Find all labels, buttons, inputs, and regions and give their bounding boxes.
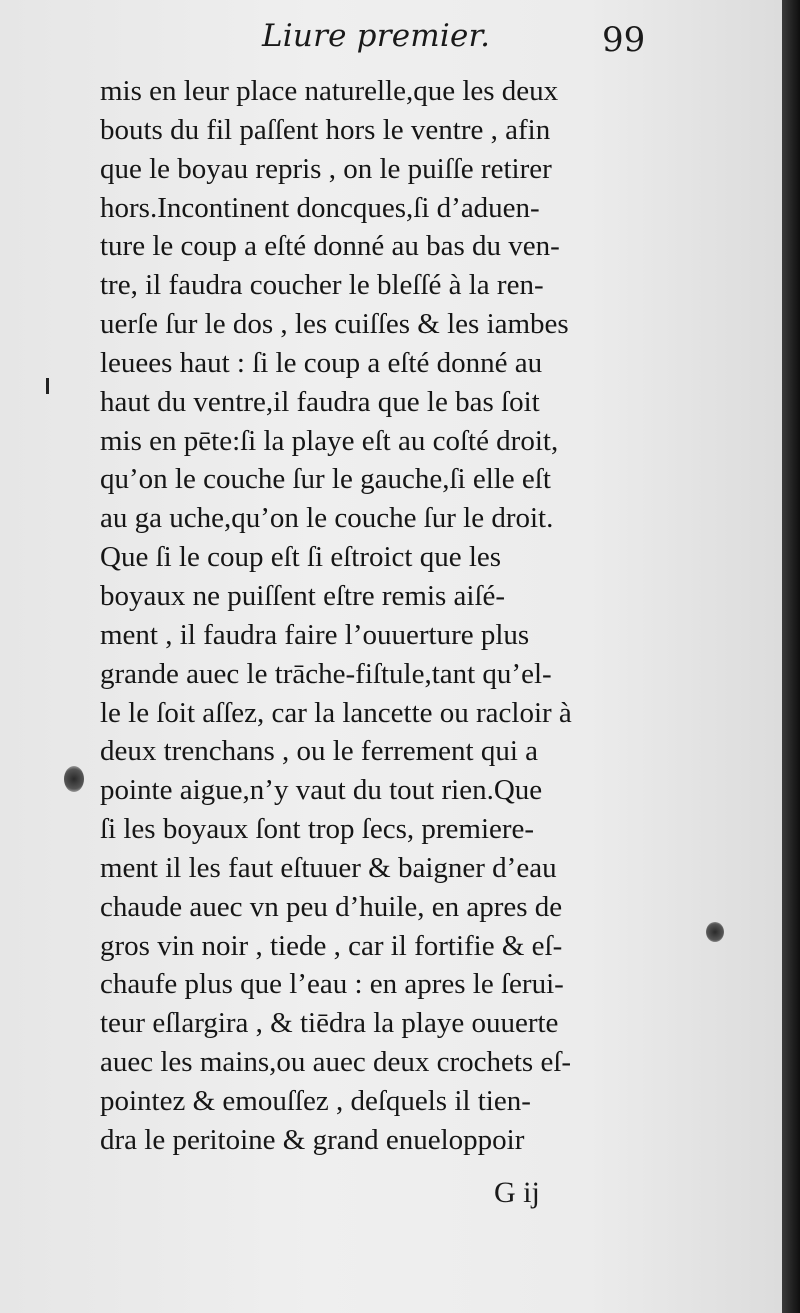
page-edge-shadow: [782, 0, 800, 1313]
body-text: [100, 72, 660, 1160]
text-line: boyaux ne puiſſent eſtre remis aiſé-: [100, 579, 506, 612]
text-line: chaude auec vn peu d’huile, en apres de: [100, 890, 563, 923]
text-line: tre, il faudra coucher le bleſſé à la ren-: [100, 269, 544, 302]
text-line: que le boyau repris , on le puiſſe retirer: [100, 152, 552, 185]
text-line: deux trenchans , ou le ferrement qui a: [100, 735, 539, 768]
text-line: ment il les faut eſtuuer & baigner d’eau: [100, 851, 557, 884]
signature-mark: G ij: [494, 1176, 540, 1209]
running-title: Liure premier.: [262, 18, 491, 54]
text-line: ment , il faudra faire l’ouuerture plus: [100, 618, 530, 651]
ink-spot-left: [64, 766, 84, 792]
text-line: ſi les boyaux ſont trop ſecs, premiere-: [100, 813, 535, 846]
text-line: au ga uche,qu’on le couche ſur le droit.: [100, 502, 554, 535]
page-header: [262, 18, 662, 64]
text-line: gros vin noir , tiede , car il fortifie & eſ-: [100, 929, 563, 962]
text-line: dra le peritoine & grand enueloppoir: [100, 1123, 525, 1156]
text-line: ture le coup a eſté donné au bas du ven-: [100, 230, 560, 263]
text-line: mis en pēte:ſi la playe eſt au coſté droit,: [100, 424, 559, 457]
text-line: Que ſi le coup eſt ſi eſtroict que les: [100, 541, 502, 574]
text-line: hors.Incontinent doncques,ſi d’aduen-: [100, 191, 540, 224]
text-line: qu’on le couche ſur le gauche,ſi elle eſt: [100, 463, 551, 496]
text-line: mis en leur place naturelle,que les deux: [100, 75, 559, 107]
text-line: chaufe plus que l’eau : en apres le ſerui-: [100, 968, 564, 1001]
text-line: bouts du fil paſſent hors le ventre , afin: [100, 113, 551, 146]
text-line: uerſe ſur le dos , les cuiſſes & les iambes: [100, 308, 569, 341]
text-line: auec les mains,ou auec deux crochets eſ-: [100, 1046, 572, 1079]
text-line: le le ſoit aſſez, car la lancette ou racloir à: [100, 696, 572, 729]
text-line: pointez & emouſſez , deſquels il tien-: [100, 1084, 531, 1117]
text-line: leuees haut : ſi le coup a eſté donné au: [100, 346, 543, 379]
text-line: haut du ventre,il faudra que le bas ſoit: [100, 385, 540, 418]
text-line: teur eſlargira , & tiēdra la playe ouuerte: [100, 1007, 559, 1040]
text-line: grande auec le trāche-fiſtule,tant qu’el-: [100, 657, 552, 690]
page-number: 99: [602, 20, 646, 60]
margin-stroke: [46, 378, 49, 394]
text-line: pointe aigue,n’y vaut du tout rien.Que: [100, 774, 543, 807]
ink-spot-right: [706, 922, 724, 942]
